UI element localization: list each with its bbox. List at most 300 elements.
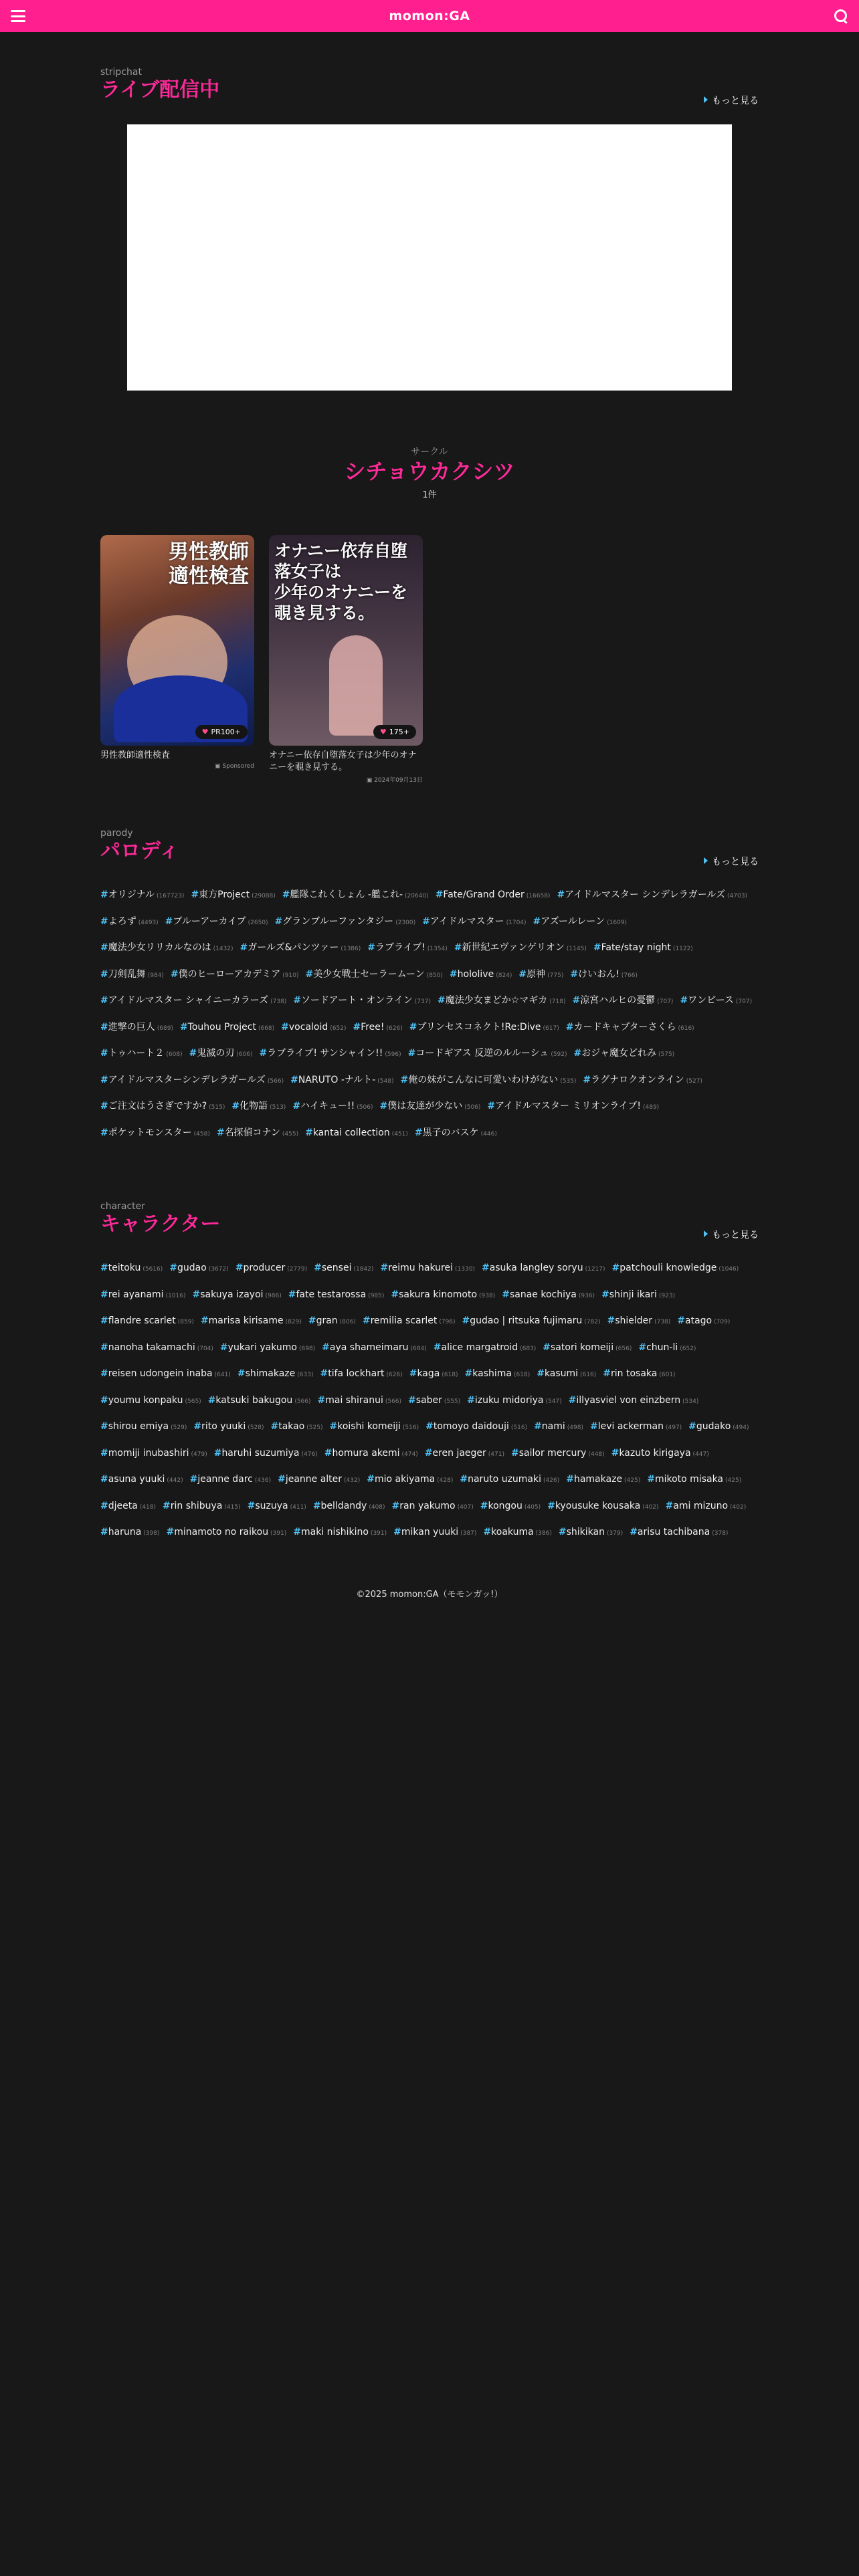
work-title[interactable]: 男性教師適性検査	[100, 750, 171, 760]
work-title[interactable]: オナニー依存自堕落女子は少年のオナニーを覗き見する。	[269, 750, 417, 772]
tag-link[interactable]	[467, 1388, 562, 1415]
parody-more-link[interactable]: もっと見る	[704, 855, 759, 868]
tag-label: reisen udongein inaba	[108, 1368, 213, 1379]
tag-link[interactable]	[533, 909, 628, 936]
tag-label: tifa lockhart	[328, 1368, 385, 1379]
tag-link[interactable]	[367, 936, 447, 962]
tag-label: nami	[541, 1421, 565, 1432]
tag-link[interactable]	[483, 1520, 551, 1547]
tag-link[interactable]	[100, 988, 286, 1015]
tag-label: tomoyo daidouji	[433, 1421, 509, 1432]
tag-count: (432)	[344, 1477, 361, 1484]
circle-sub: サークル	[411, 447, 448, 457]
tag-link[interactable]	[391, 1283, 495, 1309]
tag-link[interactable]	[235, 1256, 307, 1283]
hash-icon: #	[270, 1421, 279, 1432]
tag-label: アイドルマスター シンデレラガールズ	[565, 889, 726, 900]
tag-link[interactable]	[100, 962, 164, 989]
tag-link[interactable]	[400, 1068, 576, 1095]
tag-count: (601)	[659, 1372, 676, 1378]
tag-count: (1386)	[341, 946, 361, 952]
like-badge: ♥ 175+	[373, 725, 416, 739]
tag-label: levi ackerman	[597, 1421, 664, 1432]
tag-link[interactable]	[688, 1414, 749, 1441]
tag-label: flandre scarlet	[108, 1315, 176, 1326]
tag-link[interactable]	[240, 936, 361, 962]
tag-label: Fate/stay night	[601, 942, 671, 953]
tag-link[interactable]	[193, 1283, 282, 1309]
tag-label: よろず	[108, 916, 136, 927]
tag-label: プリンセスコネクト!Re:Dive	[417, 1021, 541, 1033]
tag-link[interactable]	[480, 1494, 541, 1521]
tag-link[interactable]	[559, 1520, 623, 1547]
tag-label: 僕は友達が少ない	[387, 1101, 463, 1111]
hash-icon: #	[665, 1500, 674, 1511]
tag-count: (428)	[437, 1477, 454, 1484]
hash-icon: #	[557, 889, 565, 900]
tag-link[interactable]	[534, 1414, 583, 1441]
tag-link[interactable]	[570, 962, 638, 989]
hash-icon: #	[189, 1048, 197, 1059]
tag-link[interactable]	[583, 1068, 702, 1095]
tag-label: sensei	[321, 1263, 352, 1273]
tag-link[interactable]	[566, 1467, 640, 1494]
tag-link[interactable]	[100, 1520, 159, 1547]
hash-icon: #	[572, 995, 581, 1006]
tag-link[interactable]	[305, 1121, 408, 1148]
character-more-link[interactable]: もっと見る	[704, 1228, 759, 1241]
tag-count: (516)	[402, 1424, 419, 1431]
tag-link[interactable]	[100, 1494, 156, 1521]
hash-icon: #	[100, 1074, 108, 1085]
hash-icon: #	[281, 1021, 289, 1033]
hash-icon: #	[424, 1447, 433, 1459]
hash-icon: #	[189, 1474, 198, 1485]
tag-link[interactable]	[566, 1015, 694, 1042]
tag-link[interactable]	[573, 988, 674, 1015]
tag-label: sakuya izayoi	[200, 1289, 264, 1300]
hash-icon: #	[601, 1289, 609, 1300]
hash-icon: #	[179, 1021, 188, 1033]
hash-icon: #	[688, 1421, 696, 1432]
tag-link[interactable]	[677, 1309, 730, 1335]
hash-icon: #	[647, 1474, 655, 1485]
tag-link[interactable]	[100, 936, 233, 962]
tag-label: カードキャプターさくら	[573, 1021, 676, 1033]
thumb-text-1: オナニー依存自堕落女子は	[274, 541, 408, 581]
tag-count: (555)	[444, 1398, 461, 1405]
tag-label: reimu hakurei	[388, 1263, 454, 1273]
site-logo[interactable]: momon:GA	[389, 9, 470, 23]
tag-label: sailor mercury	[518, 1447, 587, 1459]
tag-label: shimakaze	[245, 1368, 296, 1379]
hash-icon: #	[100, 968, 108, 980]
tag-count: (985)	[368, 1292, 385, 1299]
tag-label: rin tosaka	[611, 1368, 658, 1379]
tag-label: アズールレーン	[541, 916, 605, 927]
tag-link[interactable]	[260, 1041, 401, 1068]
tag-link[interactable]	[379, 1094, 480, 1121]
tag-label: fate testarossa	[296, 1289, 367, 1300]
tag-link[interactable]	[217, 1121, 298, 1148]
hash-icon: #	[100, 1127, 108, 1138]
tag-label: 原神	[527, 968, 546, 980]
tag-link[interactable]	[607, 1309, 671, 1335]
tag-link[interactable]	[590, 1414, 682, 1441]
tag-link[interactable]	[518, 962, 563, 989]
tag-label: kongou	[488, 1500, 522, 1511]
hash-icon: #	[362, 1315, 371, 1326]
tag-link[interactable]	[281, 1015, 346, 1042]
tag-link[interactable]	[436, 883, 551, 909]
tag-link[interactable]	[237, 1362, 314, 1388]
tag-link[interactable]	[537, 1362, 596, 1388]
tag-count: (418)	[139, 1503, 157, 1511]
tag-link[interactable]	[487, 1094, 659, 1121]
hash-icon: #	[379, 1101, 388, 1111]
tag-label: koishi komeiji	[337, 1421, 401, 1432]
tag-link[interactable]	[320, 1362, 402, 1388]
tag-link[interactable]	[292, 1094, 373, 1121]
tag-link[interactable]	[425, 1414, 527, 1441]
tag-link[interactable]	[191, 883, 275, 909]
tag-link[interactable]	[434, 1335, 537, 1362]
tag-link[interactable]	[100, 1388, 201, 1415]
tag-link[interactable]	[574, 1041, 675, 1068]
hash-icon: #	[207, 1394, 216, 1406]
hash-icon: #	[438, 995, 446, 1006]
tag-label: remilia scarlet	[370, 1315, 438, 1326]
tag-link[interactable]	[189, 1041, 253, 1068]
tag-count: (737)	[414, 998, 431, 1005]
tag-link[interactable]	[100, 909, 159, 936]
tag-link[interactable]	[314, 1256, 373, 1283]
tag-link[interactable]	[282, 883, 429, 909]
tag-label: shinji ikari	[609, 1289, 657, 1300]
tag-link[interactable]	[275, 909, 416, 936]
tag-link[interactable]	[450, 962, 512, 989]
circle-name[interactable]: シチョウカクシツ	[344, 459, 515, 484]
work-thumbnail[interactable]	[100, 535, 254, 746]
tag-link[interactable]	[460, 1467, 559, 1494]
tag-count: (850)	[426, 972, 443, 979]
live-more-link[interactable]: もっと見る	[704, 94, 759, 107]
tag-count: (796)	[439, 1319, 456, 1325]
tag-count: (391)	[270, 1530, 287, 1537]
tag-link[interactable]	[100, 1362, 231, 1388]
hash-icon: #	[462, 1315, 470, 1326]
tag-count: (596)	[385, 1051, 401, 1058]
hash-icon: #	[100, 1341, 108, 1353]
tag-link[interactable]	[392, 1494, 474, 1521]
tag-link[interactable]	[305, 962, 442, 989]
tag-link[interactable]	[482, 1256, 605, 1283]
tag-count: (1122)	[672, 946, 693, 952]
tag-link[interactable]	[214, 1441, 318, 1468]
tag-label: takao	[278, 1421, 305, 1432]
tag-count: (506)	[464, 1104, 481, 1111]
tag-label: 俺の妹がこんなに可愛いわけがない	[408, 1074, 559, 1085]
tag-count: (479)	[191, 1451, 207, 1458]
tag-link[interactable]	[293, 988, 431, 1015]
tag-label: illyasviel von einzbern	[576, 1394, 681, 1406]
tag-label: koakuma	[491, 1527, 534, 1537]
tag-count: (652)	[680, 1345, 696, 1352]
work-card[interactable]	[269, 535, 423, 784]
tag-count: (775)	[547, 972, 564, 979]
hash-icon: #	[100, 1315, 108, 1326]
hash-icon: #	[611, 1263, 620, 1273]
tag-link[interactable]	[270, 1414, 322, 1441]
hash-icon: #	[290, 1074, 298, 1085]
tag-label: ポケットモンスター	[108, 1127, 192, 1138]
tag-link[interactable]	[593, 936, 693, 962]
hash-icon: #	[400, 1074, 409, 1085]
tag-label: 涼宮ハルヒの憂鬱	[580, 995, 656, 1006]
tag-link[interactable]	[100, 1414, 187, 1441]
hash-icon: #	[589, 1421, 598, 1432]
tag-link[interactable]	[329, 1414, 419, 1441]
tag-link[interactable]	[100, 1015, 173, 1042]
tag-link[interactable]	[367, 1467, 453, 1494]
tag-label: shikikan	[566, 1527, 605, 1537]
tag-link[interactable]	[557, 883, 747, 909]
tag-link[interactable]	[100, 1309, 194, 1335]
tag-count: (1842)	[353, 1266, 374, 1273]
tag-link[interactable]	[408, 1041, 567, 1068]
hash-icon: #	[391, 1289, 399, 1300]
hash-icon: #	[483, 1527, 492, 1537]
hash-icon: #	[100, 1263, 108, 1273]
tag-link[interactable]	[502, 1283, 595, 1309]
live-stream-embed[interactable]	[127, 124, 732, 391]
tag-count: (529)	[171, 1424, 187, 1431]
tag-count: (447)	[692, 1451, 709, 1458]
tag-count: (516)	[510, 1424, 528, 1431]
tag-count: (494)	[733, 1424, 749, 1431]
tag-link[interactable]	[231, 1094, 286, 1121]
hash-icon: #	[231, 1101, 240, 1111]
tag-link[interactable]	[680, 988, 752, 1015]
tag-label: アイドルマスター シャイニーカラーズ	[108, 995, 269, 1006]
hash-icon: #	[487, 1101, 496, 1111]
tag-label: gudao	[177, 1263, 207, 1273]
tag-link[interactable]	[166, 1520, 286, 1547]
tag-label: おジャ魔女どれみ	[581, 1048, 656, 1059]
tag-link[interactable]	[415, 1121, 497, 1148]
tag-count: (407)	[457, 1503, 474, 1511]
tag-link[interactable]	[288, 1283, 385, 1309]
tag-label: ラブライブ! サンシャイン!!	[267, 1048, 383, 1059]
tag-count: (698)	[298, 1345, 316, 1352]
tag-count: (566)	[294, 1398, 311, 1405]
tag-link[interactable]	[611, 1441, 709, 1468]
tag-link[interactable]	[601, 1283, 675, 1309]
tag-label: homura akemi	[332, 1447, 400, 1459]
triangle-right-icon	[704, 1230, 708, 1237]
tag-link[interactable]	[193, 1414, 264, 1441]
tag-link[interactable]	[100, 1283, 186, 1309]
tag-link[interactable]	[100, 1467, 183, 1494]
tag-link[interactable]	[100, 1335, 213, 1362]
tag-link[interactable]	[100, 1041, 183, 1068]
tag-count: (704)	[197, 1345, 213, 1352]
tag-link[interactable]	[363, 1309, 456, 1335]
tag-link[interactable]	[438, 988, 566, 1015]
tag-link[interactable]	[100, 883, 184, 909]
tag-label: 美少女戦士セーラームーン	[313, 968, 425, 980]
tag-link[interactable]	[422, 909, 526, 936]
tag-label: mikan yuuki	[401, 1527, 459, 1537]
tag-label: djeeta	[108, 1500, 138, 1511]
tag-link[interactable]	[409, 1362, 458, 1388]
tag-link[interactable]	[100, 1441, 207, 1468]
tag-label: satori komeiji	[551, 1341, 614, 1353]
tag-link[interactable]	[666, 1494, 747, 1521]
tag-label: Touhou Project	[187, 1021, 256, 1033]
tag-label: mai shiranui	[325, 1394, 383, 1406]
tag-link[interactable]	[208, 1388, 311, 1415]
tag-count: (20640)	[405, 893, 429, 899]
triangle-right-icon	[704, 96, 708, 103]
tag-link[interactable]	[180, 1015, 274, 1042]
tag-label: オリジナル	[108, 889, 155, 900]
tag-count: (515)	[209, 1104, 225, 1111]
tag-link[interactable]	[171, 962, 299, 989]
hash-icon: #	[216, 1127, 225, 1138]
tag-count: (458)	[193, 1130, 210, 1138]
tag-link[interactable]	[169, 1256, 228, 1283]
tag-count: (616)	[678, 1025, 694, 1032]
tag-count: (534)	[682, 1398, 699, 1405]
hash-icon: #	[312, 1500, 321, 1511]
tag-label: 黒子のバスケ	[422, 1127, 479, 1138]
tag-link[interactable]	[465, 1362, 531, 1388]
tag-link[interactable]	[462, 1309, 601, 1335]
hash-icon: #	[320, 1368, 328, 1379]
tag-link[interactable]	[324, 1441, 418, 1468]
tag-link[interactable]	[165, 909, 268, 936]
tag-count: (391)	[370, 1530, 387, 1537]
hash-icon: #	[630, 1527, 638, 1537]
tag-count: (498)	[567, 1424, 583, 1431]
tag-label: kyousuke kousaka	[555, 1500, 641, 1511]
tag-link[interactable]	[220, 1335, 315, 1362]
tag-link[interactable]	[322, 1335, 427, 1362]
hash-icon: #	[292, 1101, 301, 1111]
hash-icon: #	[305, 1127, 313, 1138]
tag-link[interactable]	[201, 1309, 302, 1335]
tag-link[interactable]	[630, 1520, 728, 1547]
tag-count: (415)	[224, 1503, 241, 1511]
tag-link[interactable]	[100, 1094, 225, 1121]
tag-count: (2779)	[287, 1266, 308, 1273]
tag-count: (936)	[578, 1292, 595, 1299]
hash-icon: #	[100, 1101, 108, 1111]
tag-label: hololive	[457, 968, 494, 980]
tag-link[interactable]	[547, 1494, 658, 1521]
hash-icon: #	[317, 1394, 326, 1406]
tag-link[interactable]	[638, 1335, 696, 1362]
tag-label: maki nishikino	[301, 1527, 369, 1537]
tag-count: (442)	[167, 1477, 183, 1484]
work-thumbnail[interactable]	[269, 535, 423, 746]
hash-icon: #	[380, 1263, 389, 1273]
hamburger-menu-icon[interactable]	[11, 10, 25, 22]
tag-count: (1330)	[455, 1266, 475, 1273]
tag-label: ami mizuno	[673, 1500, 729, 1511]
hash-icon: #	[353, 1021, 361, 1033]
tag-link[interactable]	[313, 1494, 385, 1521]
work-card[interactable]	[100, 535, 254, 770]
hash-icon: #	[565, 1021, 574, 1033]
tag-link[interactable]	[603, 1362, 675, 1388]
tag-label: alice margatroid	[441, 1341, 518, 1353]
tag-link[interactable]	[511, 1441, 605, 1468]
tag-link[interactable]	[318, 1388, 402, 1415]
hash-icon: #	[314, 1263, 322, 1273]
tag-link[interactable]	[612, 1256, 739, 1283]
tag-link[interactable]	[308, 1309, 356, 1335]
tag-label: momiji inubashiri	[108, 1447, 189, 1459]
tag-link[interactable]	[647, 1467, 741, 1494]
tag-count: (489)	[642, 1104, 660, 1111]
hash-icon: #	[467, 1394, 475, 1406]
tag-link[interactable]	[100, 1256, 163, 1283]
tag-label: gran	[316, 1315, 338, 1326]
tag-link[interactable]	[408, 1388, 460, 1415]
hash-icon: #	[409, 1021, 417, 1033]
tag-label: コードギアス 反逆のルルーシュ	[415, 1048, 549, 1059]
hash-icon: #	[607, 1315, 615, 1326]
tag-count: (402)	[642, 1503, 659, 1511]
tag-link[interactable]	[248, 1494, 306, 1521]
hash-icon: #	[305, 968, 314, 980]
tag-count: (617)	[543, 1025, 559, 1032]
search-icon[interactable]	[834, 9, 848, 23]
tag-link[interactable]	[543, 1335, 632, 1362]
tag-link[interactable]	[290, 1068, 393, 1095]
tag-count: (1016)	[165, 1292, 186, 1299]
hash-icon: #	[511, 1447, 519, 1459]
tag-link[interactable]	[100, 1121, 210, 1148]
hash-icon: #	[169, 1263, 178, 1273]
tag-link[interactable]	[425, 1441, 504, 1468]
tag-link[interactable]	[454, 936, 587, 962]
tag-link[interactable]	[100, 1068, 284, 1095]
tag-label: アイドルマスター ミリオンライブ!	[495, 1101, 641, 1111]
tag-link[interactable]	[278, 1467, 360, 1494]
tag-link[interactable]	[163, 1494, 241, 1521]
tag-link[interactable]	[293, 1520, 387, 1547]
hash-icon: #	[219, 1341, 228, 1353]
tag-link[interactable]	[409, 1015, 559, 1042]
hash-icon: #	[393, 1527, 401, 1537]
tag-label: 鬼滅の刃	[197, 1048, 235, 1059]
tag-link[interactable]	[380, 1256, 475, 1283]
tag-link[interactable]	[393, 1520, 476, 1547]
circle-header	[0, 445, 859, 500]
tag-count: (1432)	[213, 946, 233, 952]
tag-link[interactable]	[190, 1467, 271, 1494]
hash-icon: #	[293, 1527, 302, 1537]
tag-count: (547)	[545, 1398, 562, 1405]
hash-icon: #	[543, 1341, 551, 1353]
hash-icon: #	[324, 1447, 332, 1459]
hash-icon: #	[391, 1500, 400, 1511]
tag-link[interactable]	[569, 1388, 699, 1415]
tag-link[interactable]	[353, 1015, 402, 1042]
